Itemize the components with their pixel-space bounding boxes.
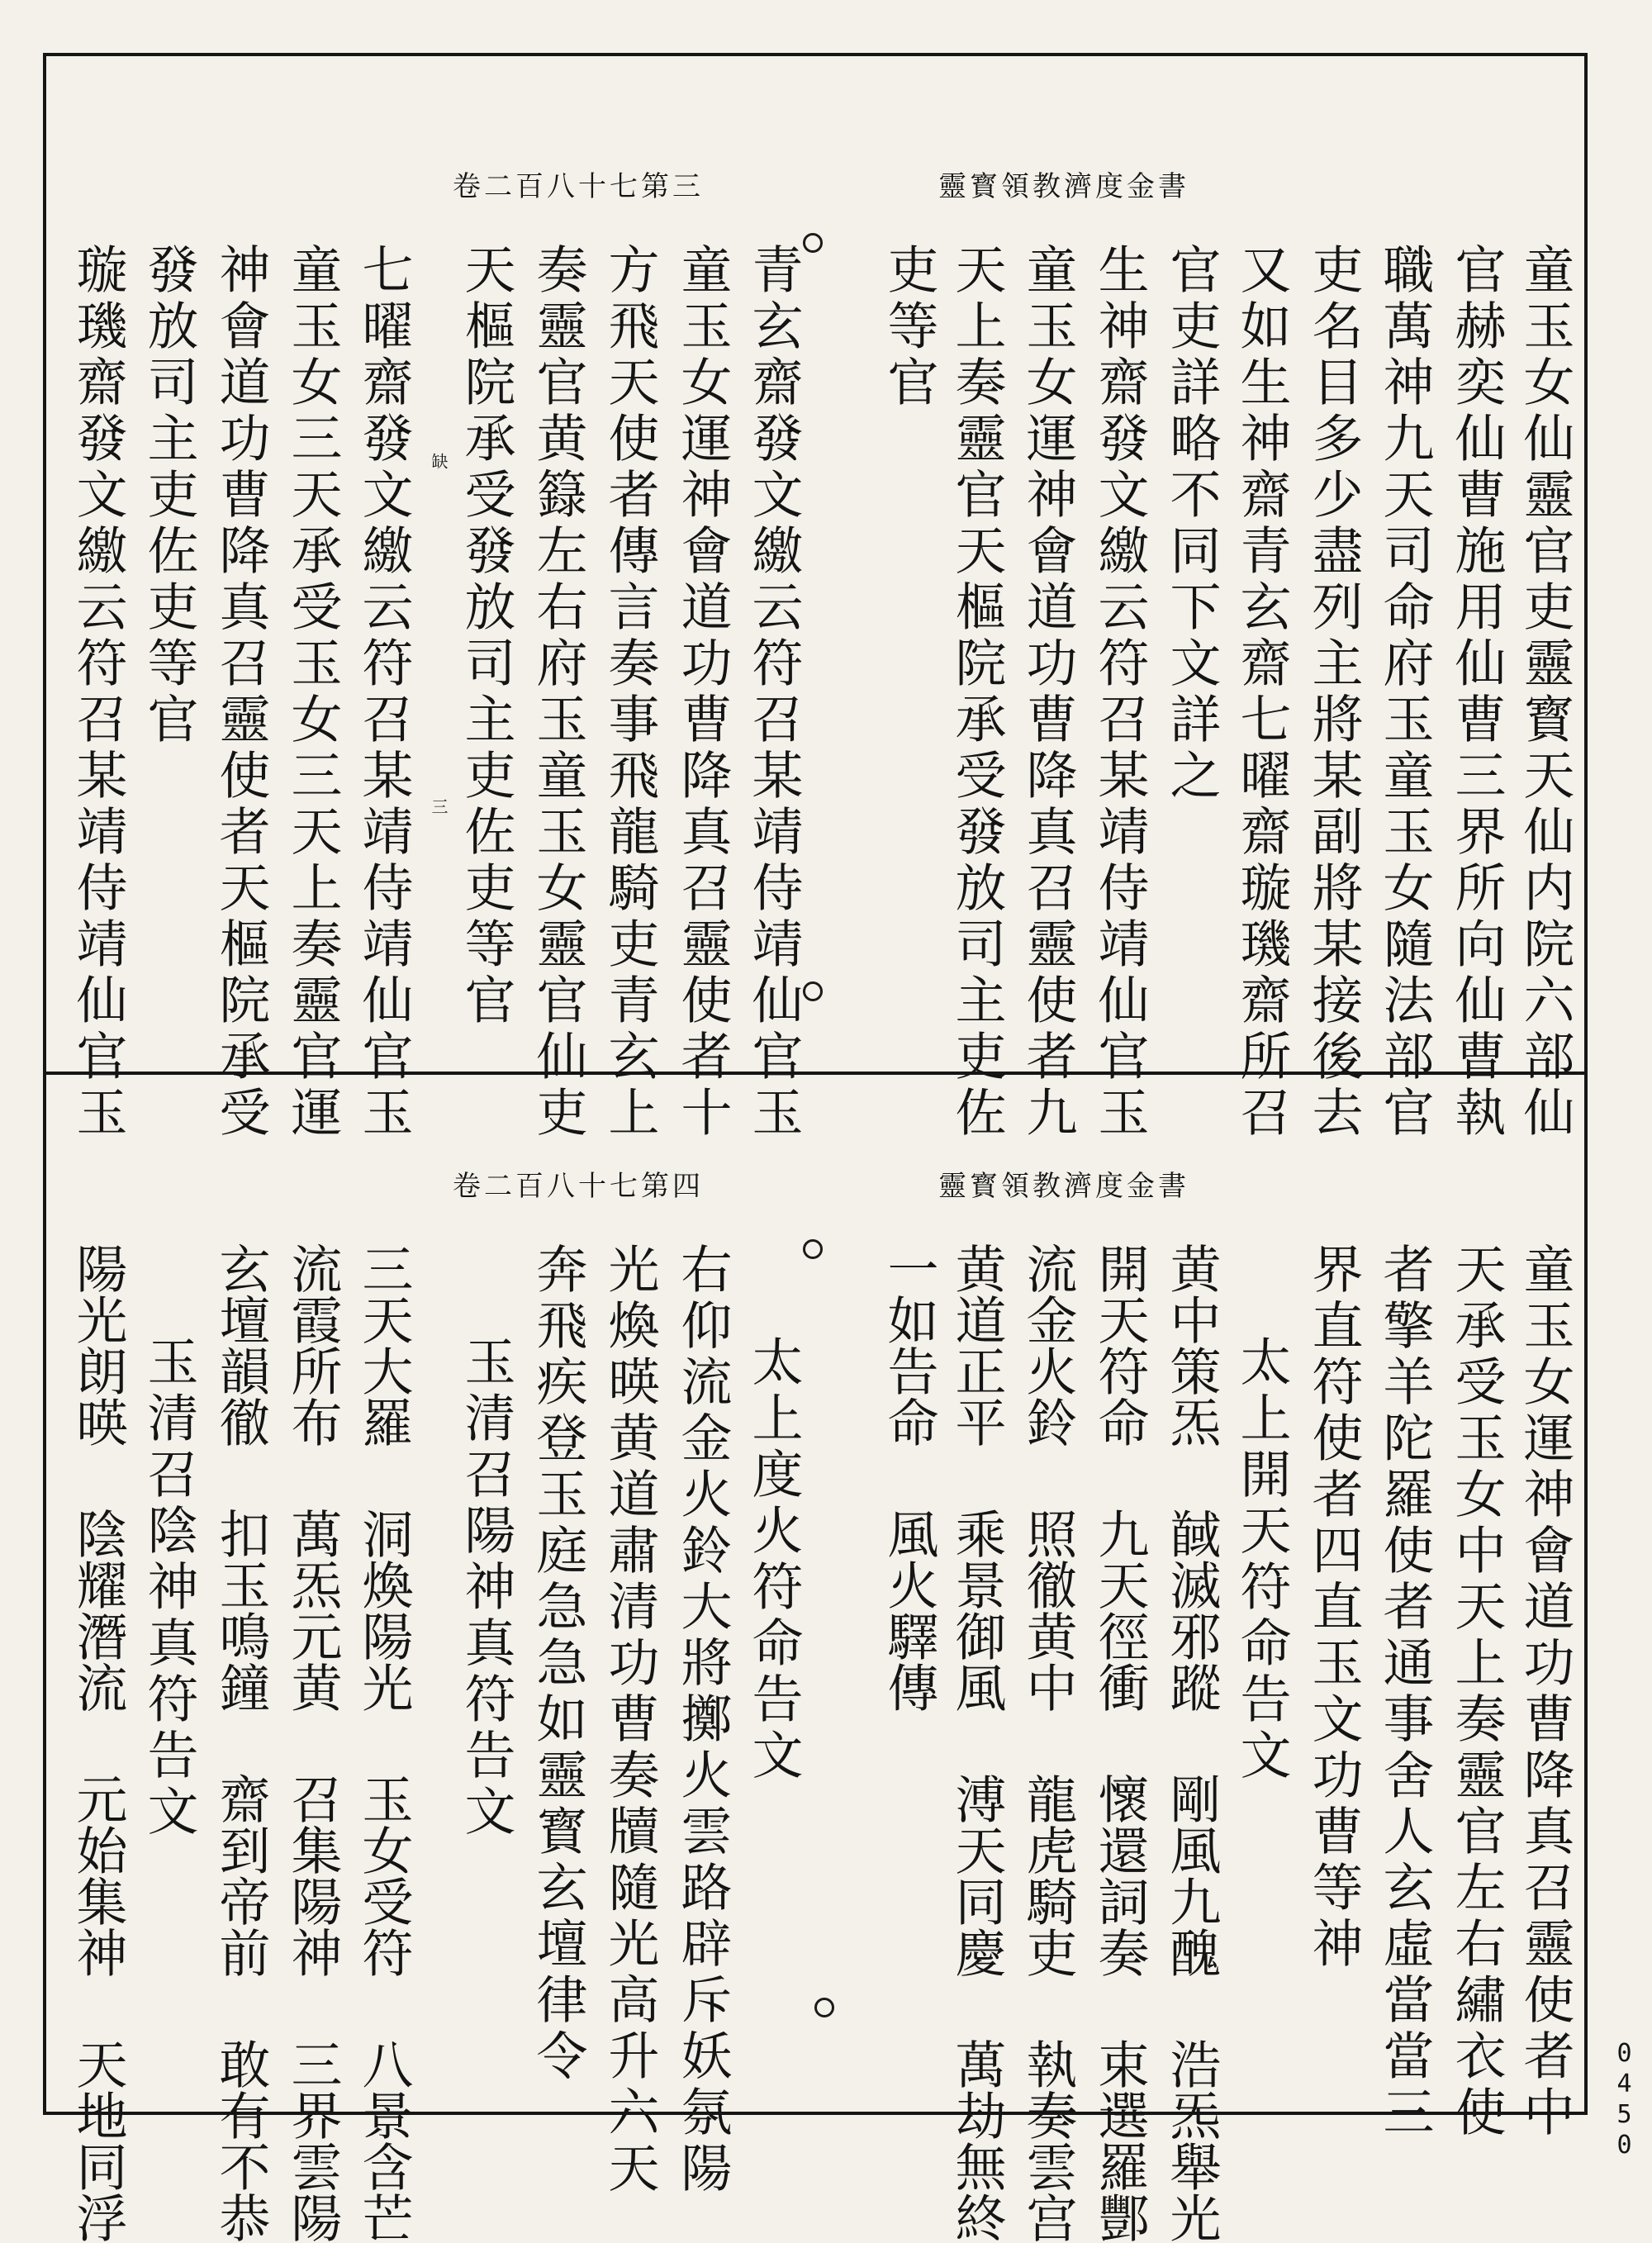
top-text-column: 官赫奕仙曹施用仙曹三界所向仙曹執 [1446, 243, 1507, 1142]
top-text-column: 童玉女三天承受玉女三天上奏靈官運 [282, 243, 343, 1142]
top-text-column: 又如生神齋青玄齋七曜齋璇璣齋所召 [1232, 243, 1292, 1142]
bottom-text-column: 三天大羅 洞煥陽光 玉女受符 八景含芒 [354, 1243, 414, 2243]
bottom-text-column: 黄道正平 乘景御風 溥天同慶 萬劫無終 [947, 1243, 1007, 2243]
bottom-header-volume-page: 卷二百八十七第四 [453, 1170, 704, 1203]
punctuation-circle-mark [803, 1239, 823, 1259]
bottom-text-column: 者擎羊陀羅使者通事舍人玄虛當當三 [1374, 1243, 1435, 2141]
bottom-text-column: 一如告命 風火驛傳 [879, 1243, 939, 1713]
top-text-column: 發放司主吏佐吏等官 [139, 243, 199, 748]
top-text-column: 職萬神九天司命府玉童玉女隨法部官 [1374, 243, 1435, 1142]
top-text-column: 童玉女運神會道功曹降真召靈使者九 [1018, 243, 1078, 1142]
top-header-book-title: 靈寳領教濟度金書 [938, 170, 1189, 203]
top-text-column: 方飛天使者傳言奏事飛龍騎吏青玄上 [600, 243, 660, 1142]
page-number: 0450 [1610, 2039, 1639, 2161]
top-margin-note: 三 [429, 798, 449, 815]
top-text-column: 七曜齋發文繳云符召某靖侍靖仙官玉 [354, 243, 414, 1142]
punctuation-circle-mark [803, 981, 823, 1001]
punctuation-circle-mark [814, 1998, 834, 2017]
bottom-text-column: 童玉女運神會道功曹降真召靈使者中 [1515, 1243, 1575, 2141]
top-text-column: 奏靈官黄籙左右府玉童玉女靈官仙吏 [528, 243, 588, 1142]
top-text-column: 青玄齋發文繳云符召某靖侍靖仙官玉 [743, 243, 804, 1142]
bottom-text-column: 天承受玉女中天上奏靈官左右繡衣使 [1446, 1243, 1507, 2141]
bottom-text-column: 奔飛疾登玉庭急急如靈寳玄壇律令 [528, 1243, 588, 2085]
top-text-column: 神會道功曹降真召靈使者天樞院承受 [211, 243, 271, 1142]
bottom-text-column: 光煥暎黄道肅清功曹奏牘隨光高升六天 [600, 1243, 660, 2198]
bottom-text-column: 右仰流金火鈴大將擲火雲路辟斥妖氛陽 [672, 1243, 733, 2198]
top-text-column: 天樞院承受發放司主吏佐吏等官 [456, 243, 516, 1029]
bottom-text-column: 開天符命 九天徑衝 懷還詞奏 束選羅酆 [1089, 1243, 1150, 2243]
top-text-column: 天上奏靈官天樞院承受發放司主吏佐 [947, 243, 1007, 1142]
bottom-header-book-title: 靈寳領教濟度金書 [938, 1170, 1189, 1203]
bottom-text-column: 玉清召陽神真符告文 [456, 1335, 516, 1841]
bottom-text-column: 太上度火符命告文 [743, 1335, 804, 1784]
top-text-column: 吏名目多少盡列主將某副將某接後去 [1303, 243, 1364, 1142]
bottom-text-column: 流霞所布 萬炁元黄 召集陽神 三界雲陽 [282, 1243, 343, 2243]
top-text-column: 璇璣齋發文繳云符召某靖侍靖仙官玉 [68, 243, 128, 1142]
top-text-column: 吏等官 [879, 243, 939, 411]
top-header-volume-page: 卷二百八十七第三 [453, 170, 704, 203]
bottom-text-column: 界直符使者四直玉文功曹等神 [1303, 1243, 1364, 1973]
top-text-column: 生神齋發文繳云符召某靖侍靖仙官玉 [1089, 243, 1150, 1142]
top-text-column: 童玉女運神會道功曹降真召靈使者十 [672, 243, 733, 1142]
punctuation-circle-mark [803, 233, 823, 253]
top-text-column: 童玉女仙靈官吏靈寳天仙内院六部仙 [1515, 243, 1575, 1142]
bottom-text-column: 陽光朗暎 陰耀潛流 元始集神 天地同浮 [68, 1243, 128, 2243]
bottom-text-column: 玄壇韻徹 扣玉鳴鐘 齋到帝前 敢有不恭 [211, 1243, 271, 2243]
top-text-column: 官吏詳略不同下文詳之 [1161, 243, 1222, 805]
bottom-text-column: 玉清召陰神真符告文 [139, 1335, 199, 1841]
bottom-text-column: 流金火鈴 照徹黄中 龍虎騎吏 執奏雲宫 [1018, 1243, 1078, 2243]
top-margin-note: 缺 [429, 453, 449, 469]
bottom-text-column: 太上開天符命告文 [1232, 1335, 1292, 1784]
bottom-text-column: 黄中策炁 馘滅邪蹤 剛風九醜 浩炁舉光 [1161, 1243, 1222, 2243]
